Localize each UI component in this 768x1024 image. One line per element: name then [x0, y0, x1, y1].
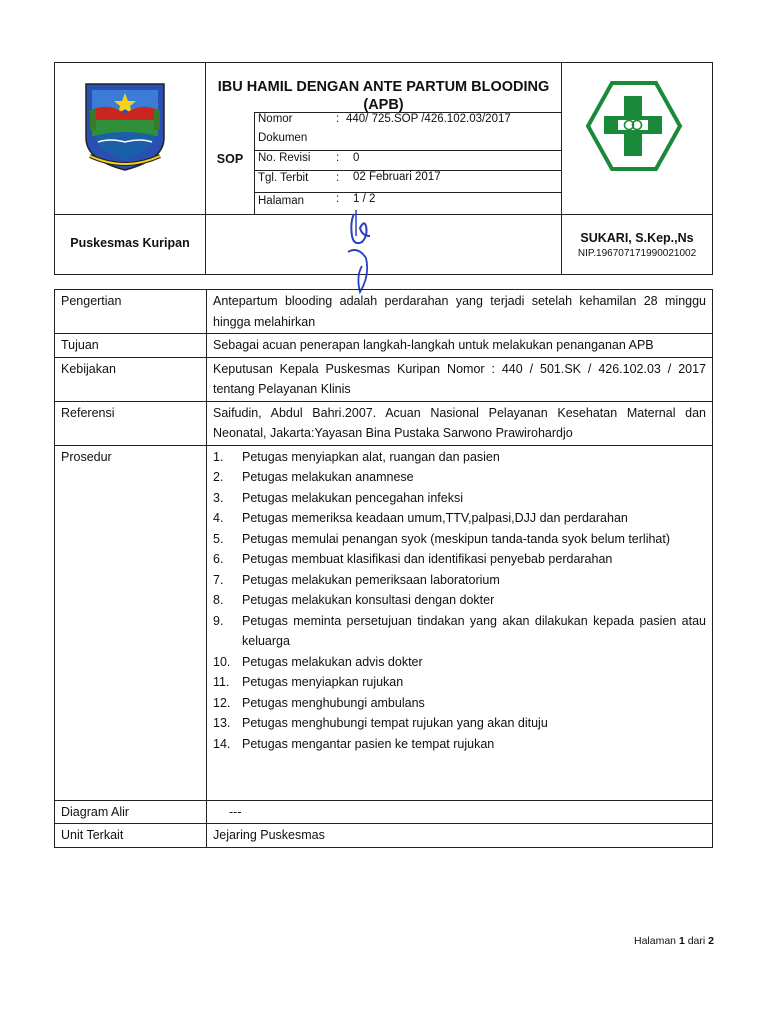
- procedure-step: [213, 611, 706, 652]
- footer-total-pages: 2: [708, 935, 714, 947]
- step-text: Petugas menghubungi tempat rujukan yang akan dituju: [242, 716, 548, 730]
- procedure-cell: [207, 445, 713, 800]
- regional-emblem-icon: [80, 80, 170, 172]
- row-pengertian: [55, 290, 713, 334]
- step-number: 9.: [213, 613, 224, 628]
- step-number: 3.: [213, 490, 224, 505]
- footer-prefix: Halaman: [634, 935, 677, 947]
- row-label: Kebijakan: [55, 357, 207, 401]
- row-label: Referensi: [55, 401, 207, 445]
- procedure-step: [213, 508, 706, 529]
- health-center-logo-icon: [584, 80, 684, 172]
- signer-nip: NIP.196707171990021002: [577, 248, 697, 259]
- step-text: Petugas mengantar pasien ke tempat rujukan: [242, 736, 495, 751]
- step-number: 8.: [213, 593, 224, 607]
- step-text: Petugas menyiapkan rujukan: [242, 675, 404, 689]
- procedure-step: [213, 488, 706, 509]
- step-number: 1.: [213, 449, 224, 464]
- row-label: Pengertian: [55, 290, 207, 334]
- page-footer: [634, 935, 714, 947]
- field-label-dokumen: Dokumen: [258, 132, 308, 144]
- procedure-step: [213, 549, 706, 570]
- procedure-step: [213, 734, 706, 755]
- step-number: 7.: [213, 572, 224, 587]
- row-text: Sebagai acuan penerapan langkah-langkah untuk melakukan penanganan APB: [207, 334, 713, 358]
- row-unit: [55, 824, 713, 848]
- row-diagram: [55, 800, 713, 824]
- field-label-terbit: Tgl. Terbit: [258, 172, 309, 184]
- row-referensi: [55, 401, 713, 445]
- footer-current-page: 1: [678, 935, 685, 947]
- row-label: Prosedur: [55, 445, 207, 800]
- header-divider: [254, 150, 561, 151]
- procedure-step: [213, 652, 706, 673]
- procedure-step: [213, 590, 706, 611]
- step-text: Petugas melakukan anamnese: [242, 470, 414, 484]
- step-text: Petugas melakukan advis dokter: [242, 654, 423, 669]
- step-number: 2.: [213, 470, 224, 484]
- step-text: Petugas menyiapkan alat, ruangan dan pasien: [242, 449, 500, 464]
- step-number: 4.: [213, 511, 224, 525]
- sop-content-table: [54, 289, 713, 848]
- row-text: Jejaring Puskesmas: [207, 824, 713, 848]
- field-value-nomor: 440/ 725.SOP /426.102.03/2017: [346, 113, 511, 125]
- row-text: Antepartum blooding adalah perdarahan yang terjadi setelah kehamilan 28 minggu hingga melahirkan: [207, 290, 713, 334]
- field-value-revisi: 0: [353, 152, 360, 164]
- procedure-step: [213, 713, 706, 734]
- procedure-step: [213, 672, 706, 693]
- field-sep: :: [336, 113, 340, 125]
- organization-name: Puskesmas Kuripan: [70, 236, 190, 250]
- field-label-nomor: Nomor: [258, 113, 293, 125]
- procedure-step: [213, 447, 706, 468]
- signer-name: SUKARI, S.Kep.,Ns: [580, 231, 694, 245]
- step-text: Petugas melakukan pemeriksaan laboratorium: [242, 572, 500, 587]
- row-text: ---: [207, 800, 713, 824]
- step-text: Petugas meminta persetujuan tindakan yang akan dilakukan kepada pasien atau keluarga: [242, 613, 706, 648]
- step-text: Petugas memulai penangan syok (meskipun tanda-tanda syok belum terlihat): [242, 531, 671, 546]
- row-label: Diagram Alir: [55, 800, 207, 824]
- field-label-halaman: Halaman: [258, 195, 305, 207]
- step-text: Petugas melakukan konsultasi dengan dokter: [242, 593, 495, 607]
- row-label: Tujuan: [55, 334, 207, 358]
- step-text: Petugas membuat klasifikasi dan identifikasi penyebab perdarahan: [242, 552, 613, 566]
- step-text: Petugas memeriksa keadaan umum,TTV,palpasi,DJJ dan perdarahan: [242, 511, 628, 525]
- field-value-terbit: 02 Februari 2017: [353, 171, 441, 183]
- field-sep: :: [336, 172, 340, 184]
- footer-middle: dari: [687, 935, 706, 947]
- procedure-step: [213, 570, 706, 591]
- field-label-revisi: No. Revisi: [258, 152, 311, 164]
- procedure-step: [213, 529, 706, 550]
- procedure-step: [213, 467, 706, 488]
- row-label: Unit Terkait: [55, 824, 207, 848]
- step-number: 6.: [213, 552, 224, 566]
- procedure-step: [213, 693, 706, 714]
- header-divider: [54, 214, 713, 215]
- document-title: IBU HAMIL DENGAN ANTE PARTUM BLOODING (APB): [217, 79, 550, 113]
- step-number: 10.: [213, 654, 231, 669]
- step-number: 14.: [213, 736, 231, 751]
- field-value-halaman: 1 / 2: [353, 193, 376, 205]
- field-sep: :: [336, 152, 340, 164]
- signature-icon: [340, 206, 380, 298]
- header-divider: [254, 192, 561, 193]
- row-kebijakan: [55, 357, 713, 401]
- step-text: Petugas melakukan pencegahan infeksi: [242, 490, 463, 505]
- row-tujuan: [55, 334, 713, 358]
- row-prosedur: [55, 445, 713, 800]
- step-number: 12.: [213, 695, 231, 710]
- field-sep: :: [336, 193, 340, 205]
- step-text: Petugas menghubungi ambulans: [242, 695, 425, 710]
- procedure-list: [213, 447, 706, 755]
- step-number: 5.: [213, 531, 224, 546]
- row-text: Saifudin, Abdul Bahri.2007. Acuan Nasional Pelayanan Kesehatan Maternal dan Neonatal, Jakarta:Yayasan Bina Pustaka Sarwono Prawirohardjo: [207, 401, 713, 445]
- step-number: 11.: [213, 675, 230, 689]
- row-text: Keputusan Kepala Puskesmas Kuripan Nomor : 440 / 501.SK / 426.102.03 / 2017 tentang Pelayanan Klinis: [207, 357, 713, 401]
- sop-label: SOP: [216, 152, 244, 166]
- header-divider: [254, 112, 255, 214]
- step-number: 13.: [213, 716, 231, 730]
